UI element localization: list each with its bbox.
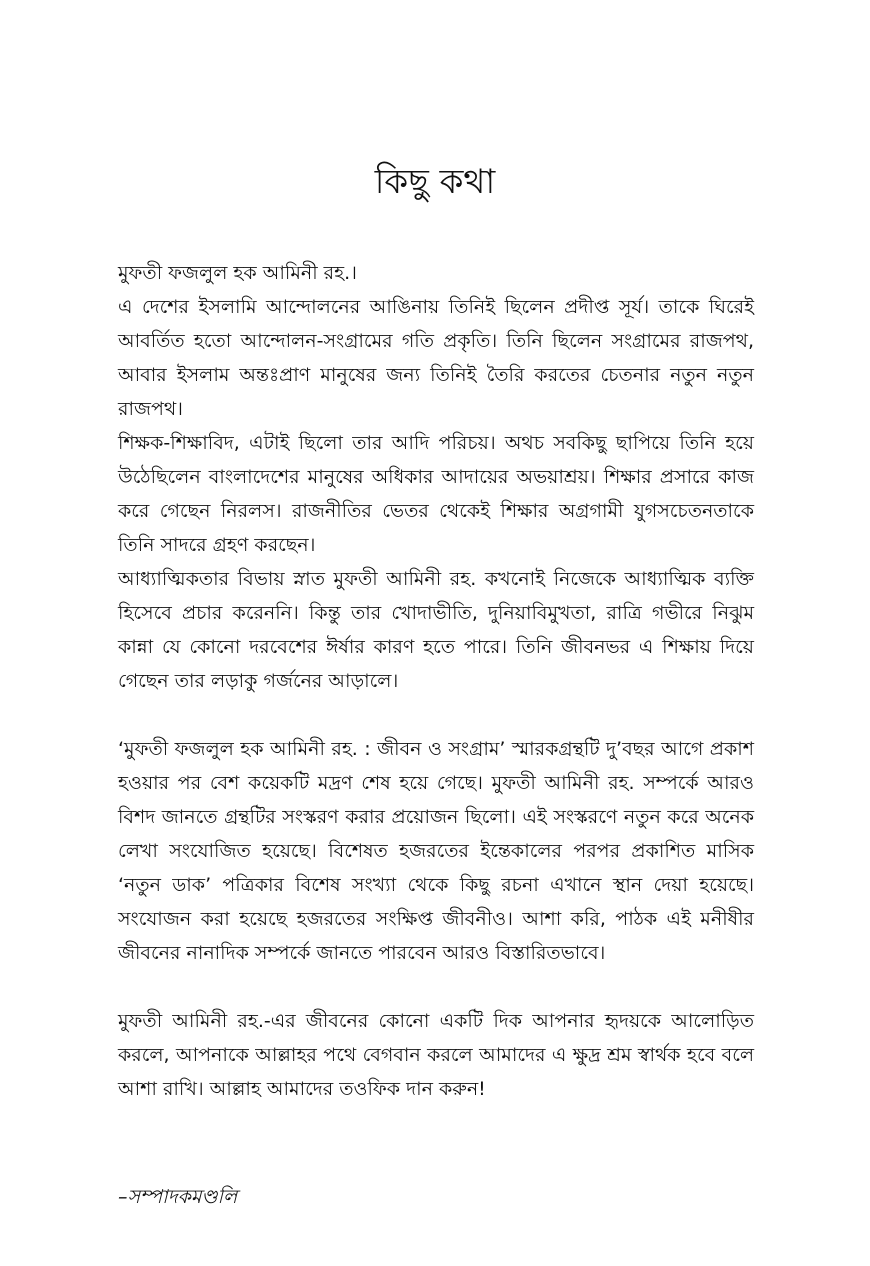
section2-paragraph-1: ‘মুফতী ফজলুল হক আমিনী রহ. : জীবন ও সংগ্রাম’ স্মারকগ্রন্থটি দু’বছর আগে প্রকাশ হওয়ার পর বেশ কয়েকটি মদ্রণ শেষ হয়ে গেছে। মুফতী আমিনী রহ. সম্পর্কে আরও বিশদ জানতে গ্রন্থটির সংস্করণ করার প্রয়োজন ছিলো। এই সংস্করণে নতুন করে অনেক লেখা সংযোজিত হয়েছে। বিশেষত হজরতের ইন্তেকালের পরপর প্রকাশিত মাসিক ‘নতুন ডাক’ পত্রিকার বিশেষ সংখ্যা থেকে কিছু রচনা এখানে স্থান দেয়া হয়েছে। সংযোজন করা হয়েছে হজরতের সংক্ষিপ্ত জীবনীও। আশা করি, পাঠক এই মনীষীর জীবনের নানাদিক সম্পর্কে জানতে পারবেন আরও বিস্তারিতভাবে।: [118, 738, 754, 964]
signature: –সম্পাদকমণ্ডলি: [118, 1186, 238, 1208]
page-title: কিছু কথা: [374, 162, 496, 202]
section1-paragraph-1: এ দেশের ইসলামি আন্দোলনের আঙিনায় তিনিই ছিলেন প্রদীপ্ত সূর্য। তাকে ঘিরেই আবর্তিত হতো আন্দোলন-সংগ্রামের গতি প্রকৃতি। তিনি ছিলেন সংগ্রামের রাজপথ, আবার ইসলাম অন্তঃপ্রাণ মানুষের জন্য তিনিই তৈরি করতের চেতনার নতুন নতুন রাজপথ।: [118, 296, 754, 420]
section1-paragraph-2: শিক্ষক-শিক্ষাবিদ, এটাই ছিলো তার আদি পরিচয়। অথচ সবকিছু ছাপিয়ে তিনি হয়ে উঠেছিলেন বাংলাদেশের মানুষের অধিকার আদায়ের অভয়াশ্রয়। শিক্ষার প্রসারে কাজ করে গেছেন নিরলস। রাজনীতির ভেতর থেকেই শিক্ষার অগ্রগামী যুগসচেতনতাকে তিনি সাদরে গ্রহণ করছেন।: [118, 432, 754, 556]
paragraph-gap: [118, 970, 754, 1004]
section3-paragraph-1: মুফতী আমিনী রহ.-এর জীবনের কোনো একটি দিক আপনার হৃদয়কে আলোড়িত করলে, আপনাকে আল্লাহর পথে বেগবান করলে আমাদের এ ক্ষুদ্র শ্রম স্বার্থক হবে বলে আশা রাখি। আল্লাহ আমাদের তওফিক দান করুন!: [118, 1010, 754, 1100]
body-text: [118, 256, 754, 1106]
section1-heading: মুফতী ফজলুল হক আমিনী রহ.।: [118, 262, 357, 284]
section1-paragraph-3: আধ্যাত্মিকতার বিভায় স্নাত মুফতী আমিনী রহ. কখনোই নিজেকে আধ্যাত্মিক ব্যক্তি হিসেবে প্রচার করেননি। কিন্তু তার খোদাভীতি, দুনিয়াবিমুখতা, রাত্রি গভীরে নিঝুম কান্না যে কোনো দরবেশের ঈর্ষার কারণ হতে পারে। তিনি জীবনভর এ শিক্ষায় দিয়ে গেছেন তার লড়াকু গর্জনের আড়ালে।: [118, 568, 754, 692]
paragraph-gap: [118, 698, 754, 732]
